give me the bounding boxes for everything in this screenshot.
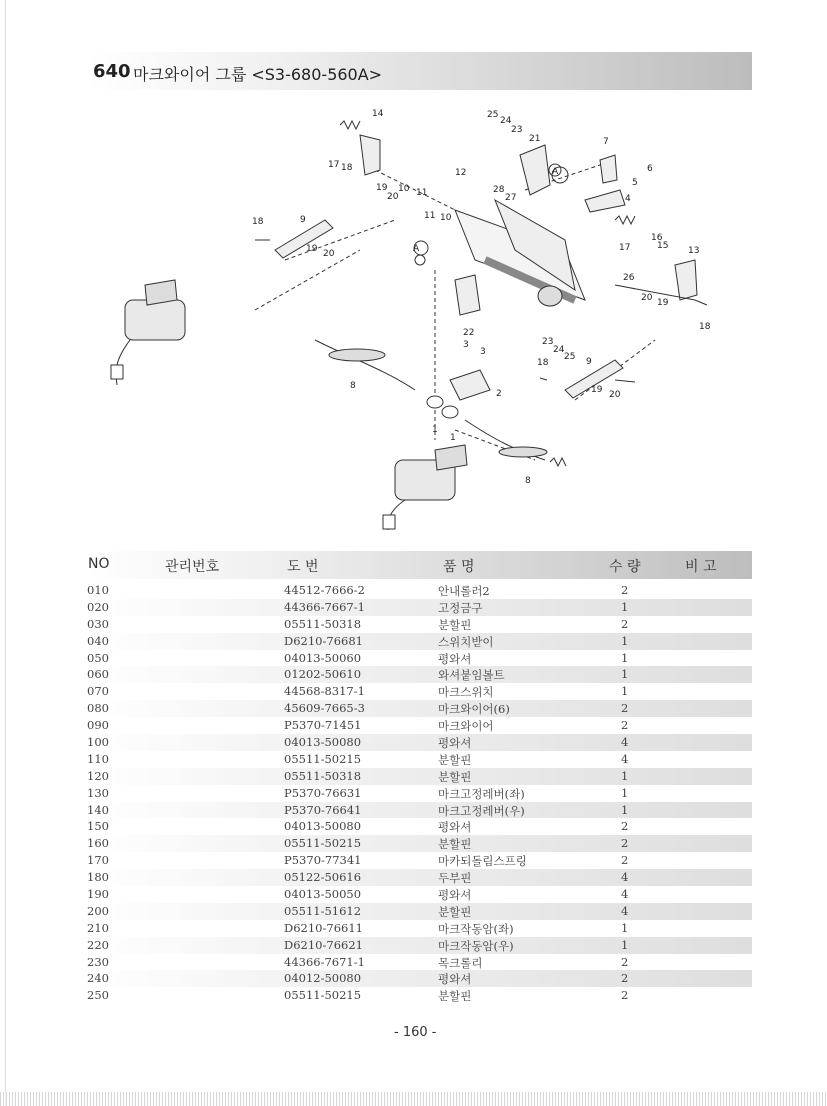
callout-label: 26 bbox=[623, 273, 635, 283]
callout-label: 27 bbox=[505, 193, 517, 203]
cell-quantity: 1 bbox=[621, 684, 629, 699]
cell-no: 070 bbox=[87, 684, 109, 699]
cell-drawing-no: D6210-76611 bbox=[284, 920, 363, 935]
callout-label: 20 bbox=[323, 249, 335, 259]
table-row bbox=[87, 751, 752, 768]
parts-table-body bbox=[87, 582, 752, 1004]
cell-quantity: 1 bbox=[621, 920, 629, 935]
callout-label: 28 bbox=[493, 185, 505, 195]
cell-part-name: 분할핀 bbox=[438, 904, 472, 919]
cell-quantity: 2 bbox=[621, 836, 629, 851]
cell-quantity: 1 bbox=[621, 768, 629, 783]
callout-label: 19 bbox=[376, 183, 388, 193]
table-row bbox=[87, 970, 752, 987]
callout-label: 9 bbox=[300, 215, 306, 225]
cell-drawing-no: D6210-76681 bbox=[284, 633, 363, 648]
header-management-no: 관리번호 bbox=[165, 559, 220, 575]
callout-label: A bbox=[413, 244, 420, 254]
header-part-name: 품 명 bbox=[443, 559, 475, 575]
cell-no: 230 bbox=[87, 954, 109, 969]
cell-quantity: 2 bbox=[621, 853, 629, 868]
cell-drawing-no: P5370-71451 bbox=[284, 718, 362, 733]
callout-label: 11 bbox=[416, 188, 428, 198]
table-row bbox=[87, 903, 752, 920]
callout-label: 20 bbox=[641, 293, 653, 303]
cell-part-name: 와셔붙임볼트 bbox=[438, 668, 505, 683]
callout-label: 8 bbox=[350, 381, 356, 391]
cell-quantity: 1 bbox=[621, 785, 629, 800]
callout-label: 25 bbox=[487, 110, 499, 120]
cell-part-name: 분할핀 bbox=[438, 837, 472, 852]
cell-quantity: 2 bbox=[621, 718, 629, 733]
callout-label: 9 bbox=[586, 357, 592, 367]
table-row bbox=[87, 937, 752, 954]
table-row bbox=[87, 818, 752, 835]
cell-no: 010 bbox=[87, 583, 109, 597]
cell-drawing-no: 05511-50318 bbox=[284, 768, 362, 783]
cell-no: 140 bbox=[87, 802, 109, 817]
callout-label: 11 bbox=[424, 211, 436, 221]
cell-drawing-no: 04012-50080 bbox=[284, 971, 362, 986]
cell-part-name: 분할핀 bbox=[438, 617, 472, 632]
cell-no: 170 bbox=[87, 853, 109, 868]
cell-drawing-no: 05511-51612 bbox=[284, 903, 362, 918]
table-row bbox=[87, 768, 752, 785]
callout-label: 3 bbox=[480, 347, 486, 357]
cell-drawing-no: D6210-76621 bbox=[284, 937, 363, 952]
cell-drawing-no: 05511-50215 bbox=[284, 836, 362, 851]
cell-drawing-no: 05511-50318 bbox=[284, 616, 362, 631]
callout-label: 19 bbox=[657, 298, 669, 308]
table-row bbox=[87, 835, 752, 852]
callout-label: 20 bbox=[609, 390, 621, 400]
callout-label: 21 bbox=[529, 134, 541, 144]
callout-label: 14 bbox=[372, 109, 384, 119]
page-number: - 160 - bbox=[394, 1025, 437, 1040]
cell-part-name: 마크스위치 bbox=[438, 685, 494, 700]
table-row bbox=[87, 987, 752, 1004]
table-row bbox=[87, 616, 752, 633]
cell-drawing-no: 44568-8317-1 bbox=[284, 684, 365, 699]
callout-label: 1 bbox=[432, 425, 438, 435]
cell-no: 150 bbox=[87, 819, 109, 834]
callout-label: 19 bbox=[591, 385, 603, 395]
callout-label: 24 bbox=[500, 116, 512, 126]
cell-quantity: 1 bbox=[621, 633, 629, 648]
cell-part-name: 마크작동암(우) bbox=[438, 938, 514, 953]
callout-label: 24 bbox=[553, 345, 565, 355]
cell-no: 020 bbox=[87, 599, 109, 614]
callout-label: 10 bbox=[398, 184, 410, 194]
cell-quantity: 4 bbox=[621, 887, 629, 902]
cell-part-name: 마크작동암(좌) bbox=[438, 921, 514, 936]
callout-label: 5 bbox=[632, 178, 638, 188]
cell-part-name: 스위치받이 bbox=[438, 634, 494, 649]
cell-part-name: 마크와이어(6) bbox=[438, 702, 510, 717]
table-row bbox=[87, 869, 752, 886]
cell-drawing-no: 44366-7671-1 bbox=[284, 954, 365, 969]
table-row bbox=[87, 683, 752, 700]
cell-drawing-no: 05122-50616 bbox=[284, 870, 362, 885]
cell-part-name: 마크와이어 bbox=[438, 719, 494, 734]
cell-quantity: 1 bbox=[621, 937, 629, 952]
cell-drawing-no: 04013-50080 bbox=[284, 819, 362, 834]
header-drawing-no: 도 번 bbox=[287, 559, 319, 575]
cell-quantity: 2 bbox=[621, 971, 629, 986]
callout-label: 23 bbox=[511, 125, 523, 135]
cell-no: 240 bbox=[87, 971, 109, 986]
cell-part-name: 안내롤러2 bbox=[438, 584, 490, 598]
table-row bbox=[87, 717, 752, 734]
cell-quantity: 4 bbox=[621, 903, 629, 918]
header-quantity: 수 량 bbox=[609, 559, 641, 575]
callout-label: 20 bbox=[387, 192, 399, 202]
callout-label: 4 bbox=[625, 194, 631, 204]
cell-no: 250 bbox=[87, 988, 109, 1003]
callout-label: 17 bbox=[328, 160, 340, 170]
table-row bbox=[87, 886, 752, 903]
callout-label: 2 bbox=[496, 389, 502, 399]
cell-no: 040 bbox=[87, 633, 109, 648]
cell-no: 030 bbox=[87, 616, 109, 631]
table-row bbox=[87, 734, 752, 751]
table-row bbox=[87, 633, 752, 650]
cell-part-name: 분할핀 bbox=[438, 752, 472, 767]
header-no: NO bbox=[88, 556, 110, 572]
scan-margin-line bbox=[5, 0, 6, 1106]
cell-drawing-no: P5370-76631 bbox=[284, 785, 362, 800]
cell-no: 110 bbox=[87, 751, 109, 766]
callout-label: A bbox=[552, 167, 559, 177]
cell-no: 100 bbox=[87, 735, 109, 750]
cell-drawing-no: P5370-76641 bbox=[284, 802, 362, 817]
cell-no: 190 bbox=[87, 887, 109, 902]
parts-table-header bbox=[87, 551, 752, 579]
callout-label: 17 bbox=[619, 243, 631, 253]
cell-quantity: 2 bbox=[621, 954, 629, 969]
cell-no: 210 bbox=[87, 920, 109, 935]
cell-no: 120 bbox=[87, 768, 109, 783]
cell-drawing-no: 04013-50060 bbox=[284, 650, 362, 665]
callout-label: 7 bbox=[603, 137, 609, 147]
cell-part-name: 고정금구 bbox=[438, 600, 483, 615]
cell-no: 130 bbox=[87, 785, 109, 800]
section-number: 640 bbox=[93, 61, 131, 82]
callout-label: 18 bbox=[537, 358, 549, 368]
table-row bbox=[87, 650, 752, 667]
cell-drawing-no: P5370-77341 bbox=[284, 853, 362, 868]
table-row bbox=[87, 954, 752, 971]
cell-quantity: 1 bbox=[621, 599, 629, 614]
table-row bbox=[87, 666, 752, 683]
callout-label: 12 bbox=[455, 168, 467, 178]
cell-no: 050 bbox=[87, 650, 109, 665]
callout-label: 16 bbox=[651, 233, 663, 243]
cell-drawing-no: 04013-50050 bbox=[284, 887, 362, 902]
cell-no: 160 bbox=[87, 836, 109, 851]
cell-part-name: 평와셔 bbox=[438, 651, 472, 666]
cell-quantity: 2 bbox=[621, 988, 629, 1003]
cell-no: 180 bbox=[87, 870, 109, 885]
table-row bbox=[87, 700, 752, 717]
cell-part-name: 평와셔 bbox=[438, 820, 472, 835]
callout-label: 23 bbox=[542, 337, 554, 347]
callout-label: 19 bbox=[306, 244, 318, 254]
cell-drawing-no: 04013-50080 bbox=[284, 735, 362, 750]
section-title-bar bbox=[87, 52, 752, 90]
callout-label: 10 bbox=[440, 213, 452, 223]
cell-part-name: 평와셔 bbox=[438, 972, 472, 987]
section-title: 마크와이어 그룹 <S3-680-560A> bbox=[133, 65, 383, 84]
cell-quantity: 1 bbox=[621, 802, 629, 817]
table-row bbox=[87, 785, 752, 802]
table-row bbox=[87, 802, 752, 819]
table-row bbox=[87, 599, 752, 616]
cell-part-name: 마크고정레버(좌) bbox=[438, 786, 525, 801]
cell-quantity: 1 bbox=[621, 650, 629, 665]
table-row bbox=[87, 582, 752, 599]
cell-quantity: 2 bbox=[621, 701, 629, 716]
cell-drawing-no: 45609-7665-3 bbox=[284, 701, 365, 716]
cell-quantity: 2 bbox=[621, 616, 629, 631]
callout-label: 6 bbox=[647, 164, 653, 174]
header-remarks: 비 고 bbox=[685, 559, 717, 575]
cell-quantity: 2 bbox=[621, 583, 629, 597]
table-row bbox=[87, 852, 752, 869]
cell-no: 090 bbox=[87, 718, 109, 733]
cell-drawing-no: 44366-7667-1 bbox=[284, 599, 365, 614]
callout-label: 18 bbox=[699, 322, 711, 332]
cell-part-name: 평와셔 bbox=[438, 736, 472, 751]
cell-quantity: 4 bbox=[621, 870, 629, 885]
cell-quantity: 1 bbox=[621, 667, 629, 682]
cell-part-name: 두부핀 bbox=[438, 871, 472, 886]
callout-label: 18 bbox=[252, 217, 264, 227]
cell-quantity: 2 bbox=[621, 819, 629, 834]
callout-label: 15 bbox=[657, 241, 669, 251]
cell-part-name: 평와셔 bbox=[438, 888, 472, 903]
cell-part-name: 분할핀 bbox=[438, 769, 472, 784]
callout-label: 13 bbox=[688, 246, 700, 256]
cell-part-name: 마크고정레버(우) bbox=[438, 803, 525, 818]
cell-no: 060 bbox=[87, 667, 109, 682]
callout-label: 25 bbox=[564, 352, 576, 362]
callout-label: 18 bbox=[341, 163, 353, 173]
cell-drawing-no: 01202-50610 bbox=[284, 667, 362, 682]
table-row bbox=[87, 920, 752, 937]
cell-quantity: 4 bbox=[621, 735, 629, 750]
cell-drawing-no: 44512-7666-2 bbox=[284, 583, 365, 597]
callout-label: 3 bbox=[463, 340, 469, 350]
cell-part-name: 분할핀 bbox=[438, 989, 472, 1004]
callout-label: 22 bbox=[463, 328, 475, 338]
cell-no: 200 bbox=[87, 903, 109, 918]
callout-label: 8 bbox=[525, 476, 531, 486]
cell-part-name: 마카되돌림스프링 bbox=[438, 854, 527, 869]
cell-drawing-no: 05511-50215 bbox=[284, 988, 362, 1003]
cell-drawing-no: 05511-50215 bbox=[284, 751, 362, 766]
exploded-parts-diagram bbox=[95, 100, 725, 540]
cell-no: 080 bbox=[87, 701, 109, 716]
diagram-callouts bbox=[252, 109, 711, 486]
cell-quantity: 4 bbox=[621, 751, 629, 766]
callout-label: 1 bbox=[450, 433, 456, 443]
cell-part-name: 목크롤리 bbox=[438, 955, 483, 970]
scan-artifact bbox=[0, 1092, 827, 1106]
cell-no: 220 bbox=[87, 937, 109, 952]
